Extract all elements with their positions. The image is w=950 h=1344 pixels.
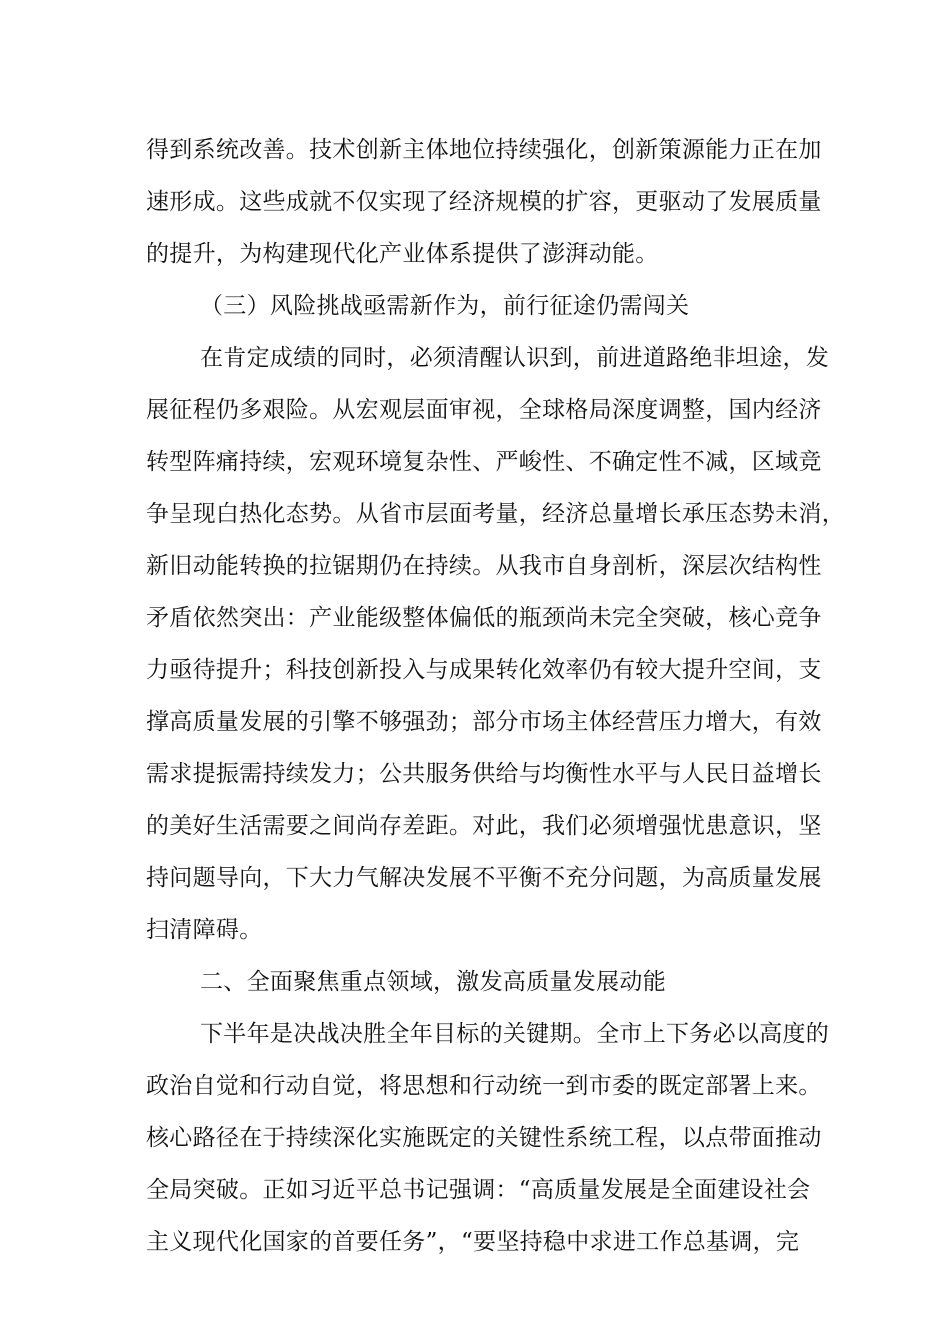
text-line: 主义现代化国家的首要任务”，“要坚持稳中求进工作总基调，完 bbox=[146, 1229, 800, 1255]
text-line: 扫清障碍。 bbox=[146, 917, 263, 943]
text-line: 转型阵痛持续，宏观环境复杂性、严峻性、不确定性不减，区域竞 bbox=[146, 449, 822, 475]
text-line: 速形成。这些成就不仅实现了经济规模的扩容，更驱动了发展质量 bbox=[146, 189, 822, 215]
text-line: 展征程仍多艰险。从宏观层面审视，全球格局深度调整，国内经济 bbox=[146, 397, 822, 423]
text-line: 下半年是决战决胜全年目标的关键期。全市上下务必以高度的 bbox=[200, 1021, 830, 1047]
text-line: 矛盾依然突出：产业能级整体偏低的瓶颈尚未完全突破，核心竞争 bbox=[146, 605, 822, 631]
text-line: 的提升，为构建现代化产业体系提供了澎湃动能。 bbox=[146, 241, 659, 267]
text-line: 得到系统改善。技术创新主体地位持续强化，创新策源能力正在加 bbox=[146, 137, 822, 163]
text-line: 全局突破。正如习近平总书记强调：“高质量发展是全面建设社会 bbox=[146, 1177, 811, 1203]
section-heading: 二、全面聚焦重点领域，激发高质量发展动能 bbox=[200, 969, 666, 995]
section-heading: （三）风险挑战亟需新作为，前行征途仍需闯关 bbox=[200, 293, 690, 319]
text-line: 在肯定成绩的同时，必须清醒认识到，前进道路绝非坦途，发 bbox=[200, 345, 830, 371]
text-line: 持问题导向，下大力气解决发展不平衡不充分问题，为高质量发展 bbox=[146, 865, 822, 891]
text-line: 核心路径在于持续深化实施既定的关键性系统工程，以点带面推动 bbox=[146, 1125, 822, 1151]
text-line: 力亟待提升；科技创新投入与成果转化效率仍有较大提升空间，支 bbox=[146, 657, 822, 683]
text-line: 政治自觉和行动自觉，将思想和行动统一到市委的既定部署上来。 bbox=[146, 1073, 822, 1099]
text-line: 撑高质量发展的引擎不够强劲；部分市场主体经营压力增大，有效 bbox=[146, 709, 822, 735]
text-line: 需求提振需持续发力；公共服务供给与均衡性水平与人民日益增长 bbox=[146, 761, 822, 787]
text-line: 的美好生活需要之间尚存差距。对此，我们必须增强忧患意识，坚 bbox=[146, 813, 822, 839]
text-line: 新旧动能转换的拉锯期仍在持续。从我市自身剖析，深层次结构性 bbox=[146, 553, 822, 579]
text-line: 争呈现白热化态势。从省市层面考量，经济总量增长承压态势未消， bbox=[146, 501, 845, 527]
